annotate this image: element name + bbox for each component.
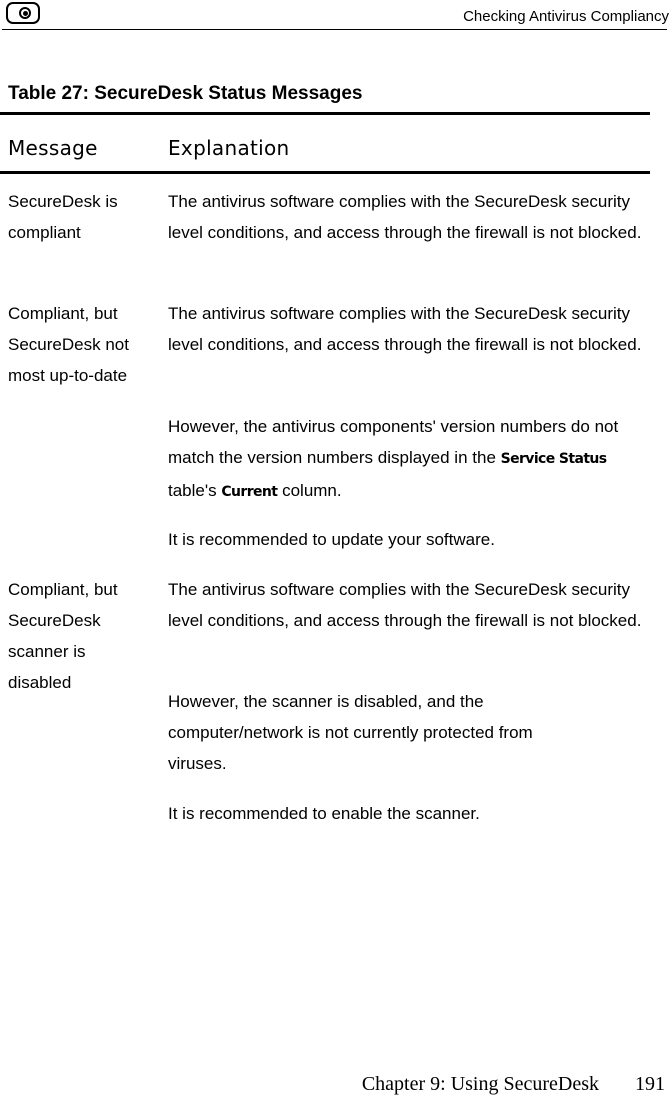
row-message-compliant: SecureDesk is compliant [8,192,118,242]
table-caption: Table 27: SecureDesk Status Messages [8,83,363,104]
ui-term-service: Service Status [500,451,607,467]
logo-dot [23,11,28,16]
ui-term-current: Current [221,484,278,500]
header-rule [2,29,667,30]
row-scanner-disabled-explanation-1: The antivirus software complies with the SecureDesk security level conditions, and access through the firewall is not blocked. [168,580,642,630]
row-compliant-explanation: The antivirus software complies with the SecureDesk security level conditions, and access through the firewall is not blocked. [168,192,642,242]
table-top-rule [0,112,650,115]
row-message-scanner-disabled: Compliant, but SecureDesk scanner is disabled [8,580,118,692]
explanation-text: table's [168,481,222,500]
row-not-up-to-date-explanation-1: The antivirus software complies with the SecureDesk security level conditions, and access through the firewall is not blocked. [168,304,642,354]
page-number: 191 [635,1073,665,1095]
monitor-eye-icon [6,2,40,24]
row-scanner-disabled-explanation-2: However, the scanner is disabled, and the computer/network is not currently protected from viruses. [168,692,533,773]
row-scanner-disabled-explanation-3: It is recommended to enable the scanner. [168,804,480,823]
column-header-message: Message [8,136,98,160]
explanation-text: column. [277,481,342,500]
page-footer [362,1073,665,1096]
table-header-rule [0,171,650,174]
running-header-title: Checking Antivirus Compliancy [463,8,669,25]
column-header-explanation: Explanation [168,136,290,160]
row-not-up-to-date-explanation-2 [168,411,643,508]
row-not-up-to-date-explanation-3: It is recommended to update your software. [168,530,495,549]
explanation-text: However, the antivirus components' version numbers do not match the version numbers displayed in the [168,417,619,467]
row-message-not-up-to-date: Compliant, but SecureDesk not most up-to-date [8,304,129,385]
footer-chapter: Chapter 9: Using SecureDesk [361,1073,599,1095]
